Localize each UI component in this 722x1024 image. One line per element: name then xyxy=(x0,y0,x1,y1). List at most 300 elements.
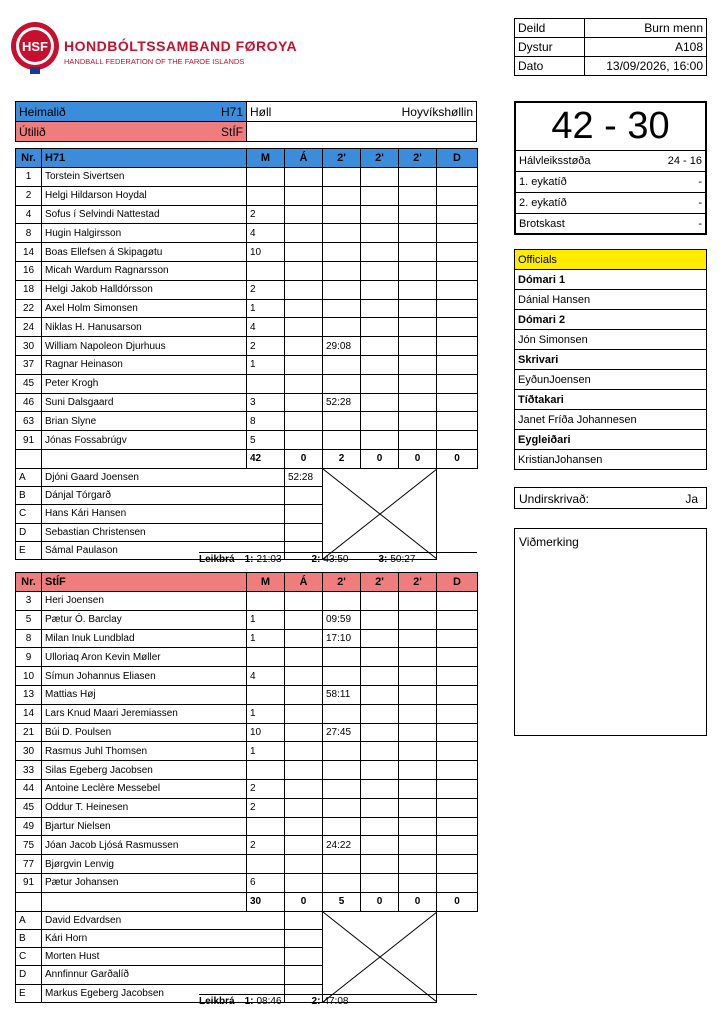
total-t2: 0 xyxy=(361,449,399,468)
official-person: Janet Fríða Johannesen xyxy=(515,410,707,430)
player-suspension-3 xyxy=(399,779,437,798)
m-header: M xyxy=(247,573,285,592)
player-warning xyxy=(285,355,323,374)
player-suspension-3 xyxy=(399,836,437,855)
leikbra-label: Leikbrá xyxy=(199,996,235,1007)
player-suspension-1 xyxy=(323,280,361,299)
official-warning xyxy=(285,523,323,541)
player-suspension-1 xyxy=(323,299,361,318)
signed-box xyxy=(514,487,707,509)
player-disqualification xyxy=(437,779,478,798)
official-role: Tíðtakari xyxy=(515,390,707,410)
timeout-time: 50:27 xyxy=(390,554,416,565)
timeout-number: 2: xyxy=(311,996,321,1007)
team-official-row xyxy=(16,468,478,486)
player-goals xyxy=(247,374,285,393)
official-name: Morten Hust xyxy=(42,948,285,966)
player-suspension-3 xyxy=(399,592,437,611)
player-disqualification xyxy=(437,280,478,299)
official-letter: C xyxy=(16,505,42,523)
player-goals: 1 xyxy=(247,355,285,374)
total-a: 0 xyxy=(285,449,323,468)
player-suspension-3 xyxy=(399,667,437,686)
player-suspension-2 xyxy=(361,243,399,262)
player-row xyxy=(16,779,478,798)
score-row-label: Hálvleiksstøða xyxy=(516,151,611,172)
player-warning xyxy=(285,168,323,187)
player-goals: 4 xyxy=(247,318,285,337)
player-suspension-1 xyxy=(323,243,361,262)
player-suspension-3 xyxy=(399,355,437,374)
player-name: Oddur T. Heinesen xyxy=(42,798,247,817)
player-suspension-3 xyxy=(399,186,437,205)
player-warning xyxy=(285,318,323,337)
player-suspension-1 xyxy=(323,592,361,611)
player-suspension-1: 58:11 xyxy=(323,685,361,704)
player-row xyxy=(16,412,478,431)
player-row xyxy=(16,761,478,780)
player-suspension-2 xyxy=(361,704,399,723)
player-suspension-2 xyxy=(361,761,399,780)
player-warning xyxy=(285,704,323,723)
player-suspension-2 xyxy=(361,817,399,836)
official-letter: E xyxy=(16,541,42,559)
totals-blank xyxy=(16,449,42,468)
player-name: Ulloriaq Aron Kevin Møller xyxy=(42,648,247,667)
player-row xyxy=(16,299,478,318)
nr-header: Nr. xyxy=(16,573,42,592)
player-nr: 77 xyxy=(16,855,42,874)
official-blank xyxy=(437,911,478,1002)
player-suspension-1 xyxy=(323,205,361,224)
player-suspension-2 xyxy=(361,318,399,337)
player-row xyxy=(16,873,478,892)
player-suspension-1: 09:59 xyxy=(323,610,361,629)
player-nr: 16 xyxy=(16,261,42,280)
empty-cell xyxy=(247,122,477,142)
player-nr: 91 xyxy=(16,873,42,892)
player-disqualification xyxy=(437,374,478,393)
player-warning xyxy=(285,667,323,686)
home-team-name: H71 xyxy=(220,104,243,119)
player-disqualification xyxy=(437,243,478,262)
player-disqualification xyxy=(437,648,478,667)
official-letter: B xyxy=(16,929,42,947)
away-team-cell xyxy=(16,122,247,142)
a-header: Á xyxy=(285,573,323,592)
dystur-value: A108 xyxy=(585,38,707,57)
player-name: Axel Holm Simonsen xyxy=(42,299,247,318)
player-suspension-3 xyxy=(399,704,437,723)
player-nr: 10 xyxy=(16,667,42,686)
total-t3: 0 xyxy=(399,892,437,911)
deild-value: Burn menn xyxy=(585,19,707,38)
home-roster-table xyxy=(15,148,478,560)
player-nr: 9 xyxy=(16,648,42,667)
official-person: Dánial Hansen xyxy=(515,290,707,310)
player-suspension-3 xyxy=(399,629,437,648)
player-goals: 5 xyxy=(247,431,285,450)
player-disqualification xyxy=(437,667,478,686)
score-row-label: 2. eykatíð xyxy=(516,193,611,214)
player-suspension-1 xyxy=(323,374,361,393)
player-row xyxy=(16,798,478,817)
hall-name: Hoyvíkshøllin xyxy=(401,104,473,119)
official-letter: A xyxy=(16,468,42,486)
leikbra-label: Leikbrá xyxy=(199,554,235,565)
player-suspension-2 xyxy=(361,224,399,243)
player-suspension-2 xyxy=(361,855,399,874)
score-row-label: 1. eykatíð xyxy=(516,172,611,193)
official-role: Dómari 2 xyxy=(515,310,707,330)
player-suspension-1 xyxy=(323,318,361,337)
player-goals: 2 xyxy=(247,798,285,817)
player-disqualification xyxy=(437,592,478,611)
player-suspension-1 xyxy=(323,704,361,723)
player-name: Micah Wardum Ragnarsson xyxy=(42,261,247,280)
player-suspension-3 xyxy=(399,798,437,817)
player-goals: 10 xyxy=(247,243,285,262)
official-blank xyxy=(437,468,478,559)
player-warning xyxy=(285,685,323,704)
player-row xyxy=(16,431,478,450)
score-row xyxy=(516,193,705,214)
player-nr: 8 xyxy=(16,629,42,648)
player-suspension-3 xyxy=(399,299,437,318)
player-suspension-3 xyxy=(399,280,437,299)
player-disqualification xyxy=(437,817,478,836)
signed-value: Ja xyxy=(685,492,698,506)
player-suspension-3 xyxy=(399,168,437,187)
player-row xyxy=(16,243,478,262)
player-goals: 1 xyxy=(247,742,285,761)
player-suspension-3 xyxy=(399,318,437,337)
player-suspension-1 xyxy=(323,855,361,874)
player-warning xyxy=(285,412,323,431)
player-warning xyxy=(285,873,323,892)
player-row xyxy=(16,393,478,412)
player-suspension-2 xyxy=(361,685,399,704)
official-role-row xyxy=(515,350,707,370)
player-nr: 30 xyxy=(16,742,42,761)
timeout-entry xyxy=(378,554,415,565)
crossed-out-area xyxy=(323,911,437,1002)
player-warning xyxy=(285,186,323,205)
player-disqualification xyxy=(437,798,478,817)
player-suspension-1: 27:45 xyxy=(323,723,361,742)
player-warning xyxy=(285,855,323,874)
player-suspension-3 xyxy=(399,685,437,704)
totals-row xyxy=(16,449,478,468)
player-suspension-1 xyxy=(323,779,361,798)
player-suspension-3 xyxy=(399,761,437,780)
home-team-cell xyxy=(16,102,247,122)
player-goals: 2 xyxy=(247,337,285,356)
player-goals: 10 xyxy=(247,723,285,742)
player-suspension-1 xyxy=(323,431,361,450)
player-row xyxy=(16,648,478,667)
player-goals: 2 xyxy=(247,280,285,299)
official-role-row xyxy=(515,310,707,330)
official-name-row xyxy=(515,290,707,310)
player-row xyxy=(16,836,478,855)
player-disqualification xyxy=(437,337,478,356)
totals-blank xyxy=(16,892,42,911)
score-row-label: Brotskast xyxy=(516,214,611,235)
player-row xyxy=(16,280,478,299)
official-warning xyxy=(285,929,323,947)
player-suspension-2 xyxy=(361,280,399,299)
timeout-number: 2: xyxy=(311,554,321,565)
score-row xyxy=(516,214,705,235)
player-row xyxy=(16,629,478,648)
player-row xyxy=(16,610,478,629)
official-warning xyxy=(285,911,323,929)
player-name: Pætur Johansen xyxy=(42,873,247,892)
player-name: Bjartur Nielsen xyxy=(42,817,247,836)
player-nr: 5 xyxy=(16,610,42,629)
official-letter: B xyxy=(16,487,42,505)
player-nr: 1 xyxy=(16,168,42,187)
player-warning xyxy=(285,723,323,742)
player-suspension-1 xyxy=(323,648,361,667)
player-disqualification xyxy=(437,723,478,742)
player-row xyxy=(16,186,478,205)
player-nr: 18 xyxy=(16,280,42,299)
player-disqualification xyxy=(437,685,478,704)
timeout-entry xyxy=(245,996,282,1007)
player-row xyxy=(16,224,478,243)
player-suspension-3 xyxy=(399,431,437,450)
score-row xyxy=(516,172,705,193)
official-name-row xyxy=(515,330,707,350)
player-disqualification xyxy=(437,224,478,243)
player-row xyxy=(16,374,478,393)
official-name: Hans Kári Hansen xyxy=(42,505,285,523)
player-name: Rasmus Juhl Thomsen xyxy=(42,742,247,761)
nr-header: Nr. xyxy=(16,149,42,168)
total-t3: 0 xyxy=(399,449,437,468)
home-label: Heimalið xyxy=(19,104,66,119)
player-nr: 21 xyxy=(16,723,42,742)
away-team-name: StÍF xyxy=(220,124,243,139)
player-suspension-2 xyxy=(361,592,399,611)
player-suspension-2 xyxy=(361,742,399,761)
player-row xyxy=(16,855,478,874)
player-suspension-1 xyxy=(323,667,361,686)
player-suspension-2 xyxy=(361,667,399,686)
timeout-time: 08:46 xyxy=(256,996,282,1007)
player-row xyxy=(16,205,478,224)
away-timeouts xyxy=(199,994,477,1007)
player-suspension-3 xyxy=(399,610,437,629)
player-name: Pætur Ó. Barclay xyxy=(42,610,247,629)
player-suspension-1 xyxy=(323,742,361,761)
player-suspension-3 xyxy=(399,648,437,667)
player-row xyxy=(16,742,478,761)
player-suspension-1 xyxy=(323,817,361,836)
player-suspension-2 xyxy=(361,412,399,431)
player-warning xyxy=(285,337,323,356)
player-row xyxy=(16,704,478,723)
player-name: Ragnar Heinason xyxy=(42,355,247,374)
player-suspension-2 xyxy=(361,431,399,450)
player-warning xyxy=(285,205,323,224)
player-suspension-2 xyxy=(361,337,399,356)
player-suspension-3 xyxy=(399,723,437,742)
timeout-time: 21:03 xyxy=(256,554,282,565)
officials-title: Officials xyxy=(515,250,707,270)
player-goals xyxy=(247,648,285,667)
dystur-label: Dystur xyxy=(515,38,585,57)
total-m: 30 xyxy=(247,892,285,911)
score-row-value: - xyxy=(611,193,706,214)
player-warning xyxy=(285,243,323,262)
player-goals xyxy=(247,685,285,704)
final-score: 42 - 30 xyxy=(551,105,670,147)
player-warning xyxy=(285,761,323,780)
player-warning xyxy=(285,742,323,761)
team-header: StÍF xyxy=(42,573,247,592)
player-disqualification xyxy=(437,629,478,648)
player-suspension-2 xyxy=(361,205,399,224)
player-warning xyxy=(285,261,323,280)
two3-header: 2' xyxy=(399,149,437,168)
cross-out-icon xyxy=(323,912,437,1002)
a-header: Á xyxy=(285,149,323,168)
timeout-entry xyxy=(245,554,282,565)
player-suspension-2 xyxy=(361,299,399,318)
player-name: Torstein Sivertsen xyxy=(42,168,247,187)
official-name: Kári Horn xyxy=(42,929,285,947)
timeout-number: 1: xyxy=(244,554,254,565)
player-goals: 4 xyxy=(247,224,285,243)
player-suspension-1 xyxy=(323,761,361,780)
player-goals xyxy=(247,186,285,205)
player-disqualification xyxy=(437,836,478,855)
player-name: Mattias Høj xyxy=(42,685,247,704)
total-m: 42 xyxy=(247,449,285,468)
federation-name: HONDBÓLTSSAMBAND FØROYA xyxy=(64,38,298,54)
timeout-time: 47:08 xyxy=(323,996,349,1007)
two3-header: 2' xyxy=(399,573,437,592)
player-row xyxy=(16,592,478,611)
official-person: Jón Simonsen xyxy=(515,330,707,350)
officials-table xyxy=(514,249,707,470)
player-warning xyxy=(285,374,323,393)
d-header: D xyxy=(437,573,478,592)
score-row xyxy=(516,151,705,172)
total-t1: 5 xyxy=(323,892,361,911)
player-disqualification xyxy=(437,261,478,280)
team-header: H71 xyxy=(42,149,247,168)
player-goals: 2 xyxy=(247,836,285,855)
player-goals xyxy=(247,855,285,874)
total-t2: 0 xyxy=(361,892,399,911)
player-suspension-2 xyxy=(361,798,399,817)
player-suspension-2 xyxy=(361,374,399,393)
player-suspension-2 xyxy=(361,261,399,280)
player-nr: 45 xyxy=(16,374,42,393)
official-person: EyðunJoensen xyxy=(515,370,707,390)
player-name: Sofus í Selvindi Nattestad xyxy=(42,205,247,224)
player-goals: 8 xyxy=(247,412,285,431)
player-name: Suni Dalsgaard xyxy=(42,393,247,412)
player-suspension-3 xyxy=(399,412,437,431)
total-d: 0 xyxy=(437,449,478,468)
two2-header: 2' xyxy=(361,149,399,168)
dato-value: 13/09/2026, 16:00 xyxy=(585,57,707,76)
player-suspension-3 xyxy=(399,261,437,280)
official-warning xyxy=(285,505,323,523)
player-nr: 75 xyxy=(16,836,42,855)
player-suspension-3 xyxy=(399,374,437,393)
player-suspension-3 xyxy=(399,393,437,412)
player-nr: 8 xyxy=(16,224,42,243)
total-a: 0 xyxy=(285,892,323,911)
hsf-emblem-icon xyxy=(8,20,62,76)
player-suspension-3 xyxy=(399,873,437,892)
player-warning xyxy=(285,280,323,299)
official-name: Djóni Gaard Joensen xyxy=(42,468,285,486)
player-name: Símun Johannus Eliasen xyxy=(42,667,247,686)
player-nr: 4 xyxy=(16,205,42,224)
player-disqualification xyxy=(437,318,478,337)
player-nr: 14 xyxy=(16,243,42,262)
official-role: Dómari 1 xyxy=(515,270,707,290)
player-row xyxy=(16,817,478,836)
player-goals: 2 xyxy=(247,779,285,798)
timeout-number: 1: xyxy=(244,996,254,1007)
official-letter: A xyxy=(16,911,42,929)
player-suspension-3 xyxy=(399,855,437,874)
player-name: Milan Inuk Lundblad xyxy=(42,629,247,648)
player-goals xyxy=(247,817,285,836)
official-name: Dánjal Tórgarð xyxy=(42,487,285,505)
player-suspension-3 xyxy=(399,243,437,262)
official-name: Markus Egeberg Jacobsen xyxy=(42,984,285,1002)
remark-label: Viðmerking xyxy=(519,535,579,549)
player-name: Peter Krogh xyxy=(42,374,247,393)
player-name: Jóan Jacob Ljósá Rasmussen xyxy=(42,836,247,855)
federation-subtitle: HANDBALL FEDERATION OF THE FAROE ISLANDS xyxy=(64,57,245,66)
official-role: Eygleiðari xyxy=(515,430,707,450)
score-row-value: 24 - 16 xyxy=(611,151,706,172)
svg-text:HSF: HSF xyxy=(22,39,48,54)
player-disqualification xyxy=(437,742,478,761)
away-label: Útilið xyxy=(19,124,46,139)
player-row xyxy=(16,723,478,742)
player-suspension-1 xyxy=(323,168,361,187)
player-disqualification xyxy=(437,299,478,318)
home-timeouts xyxy=(199,552,477,565)
player-name: Helgi Jakob Halldórsson xyxy=(42,280,247,299)
player-goals: 1 xyxy=(247,610,285,629)
player-suspension-3 xyxy=(399,337,437,356)
player-nr: 13 xyxy=(16,685,42,704)
player-nr: 2 xyxy=(16,186,42,205)
player-nr: 24 xyxy=(16,318,42,337)
player-nr: 30 xyxy=(16,337,42,356)
two1-header: 2' xyxy=(323,573,361,592)
player-row xyxy=(16,685,478,704)
signed-label: Undirskrivað: xyxy=(519,492,590,506)
player-goals xyxy=(247,168,285,187)
official-name: David Edvardsen xyxy=(42,911,285,929)
dato-label: Dato xyxy=(515,57,585,76)
player-disqualification xyxy=(437,355,478,374)
player-suspension-2 xyxy=(361,393,399,412)
